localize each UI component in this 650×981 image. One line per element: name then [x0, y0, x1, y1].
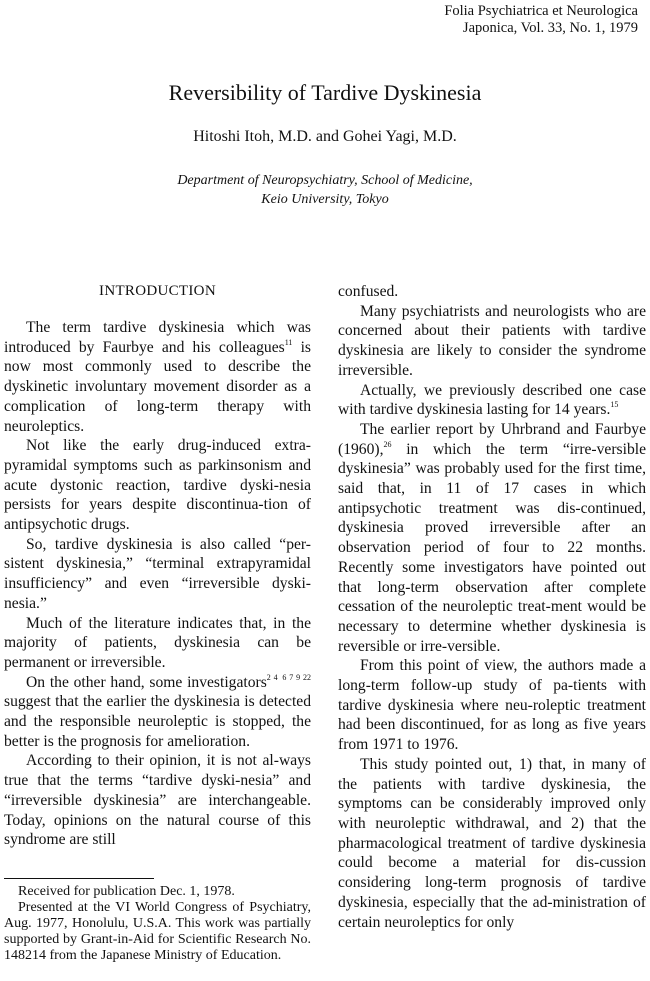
paragraph: On the other hand, some investigators$^{2 4}$ $^{6 7 9 22}$ suggest that the earlier the dyskinesia is detected and the responsible neuroleptic is stopped, the better is the prognosis for amelioration. [4, 672, 312, 750]
author-affiliation [0, 171, 650, 209]
paragraph: From this point of view, the authors made a long-term follow-up study of pa-tients with tardive dyskinesia where neu-roleptic treatment had been discontinued, for as long as five years from 1971 to 1976. [338, 657, 646, 754]
footnote-presented: Presented at the VI World Congress of Psychiatry, Aug. 1977, Honolulu, U.S.A. This work was partially supported by Grant-in-Aid for Scientific Research No. 148214 from the Japanese Ministry of Education. [4, 900, 311, 963]
affiliation-line-2: Keio University, Tokyo [261, 192, 389, 207]
section-heading-introduction: INTRODUCTION [99, 283, 216, 299]
reference-marker[interactable]: 11 [284, 337, 293, 347]
journal-name: Folia Psychiatrica et Neurologica [444, 3, 638, 19]
paragraph: This study pointed out, 1) that, in many of the patients with tardive dyskinesia, the symptoms can be considerably improved only with neuroleptic withdrawal, and 2) that the pharmacological treatment of tardive dyskinesia could become a material for dis-cussion considering long-term prognosis of tardive dyskinesia, especially that the ad-ministration of certain neuroleptics for only [338, 755, 646, 931]
paragraph: Not like the early drug-induced extra-pyramidal symptoms such as parkinsonism and acute dystonic reaction, tardive dyski-nesia persists for years despite discontinua-tion of antipsychotic drugs. [4, 437, 311, 534]
footnote-divider [4, 878, 154, 879]
paragraph: Many psychiatrists and neurologists who are concerned about their patients with tardive dyskinesia are likely to consider the syndrome irreversible. [338, 302, 646, 379]
paragraph: The term tardive dyskinesia which was introduced by Faurbye and his colleagues$^{11}$ is now most commonly used to describe the dyskinetic involuntary movement disorder as a complication of long-term therapy with neuroleptics. [4, 319, 311, 435]
affiliation-line-1: Department of Neuropsychiatry, School of Medicine, [177, 173, 473, 188]
left-column [4, 318, 311, 850]
paragraph: According to their opinion, it is not al-ways true that the terms “tardive dyski-nesia” and “irreversible dyskinesia” are interchangeable. Today, opinions on the natural course of this syndrome are still [4, 752, 311, 849]
journal-volume: Japonica, Vol. 33, No. 1, 1979 [462, 20, 638, 36]
footnote-received: Received for publication Dec. 1, 1978. [18, 884, 235, 899]
reference-marker[interactable]: 15 [610, 400, 619, 410]
reference-marker[interactable]: 26 [383, 439, 392, 449]
journal-citation [444, 3, 638, 37]
article-authors: Hitoshi Itoh, M.D. and Gohei Yagi, M.D. [193, 128, 457, 145]
paragraph: confused. [338, 283, 399, 300]
article-title: Reversibility of Tardive Dyskinesia [168, 80, 482, 105]
paragraph: The earlier report by Uhrbrand and Faurbye (1960),$^{26}$ in which the term “irre-versible dyskinesia” was probably used for the first time, said that, in 11 of 17 cases in which antipsychotic treatment was dis-continued, dyskinesia proved irreversible after an observation period of four to 22 months. Recently some investigators have pointed out that long-term observation after complete cessation of the neuroleptic treat-ment would be necessary to determine whether dyskinesia is reversible or irre-versible. [338, 420, 646, 655]
footnotes [4, 884, 311, 964]
right-column [338, 282, 646, 932]
reference-marker[interactable]: 6 7 9 22 [282, 672, 312, 682]
reference-marker[interactable]: 2 4 [266, 672, 278, 682]
paragraph: So, tardive dyskinesia is also called “per-sistent dyskinesia,” “terminal extrapyramidal insufficiency” and even “irreversible dyski-nesia.” [4, 535, 311, 612]
paragraph: Actually, we previously described one case with tardive dyskinesia lasting for 14 years.$^{15}$ [338, 381, 646, 419]
paragraph: Much of the literature indicates that, in the majority of patients, dyskinesia can be permanent or irreversible. [4, 614, 311, 671]
